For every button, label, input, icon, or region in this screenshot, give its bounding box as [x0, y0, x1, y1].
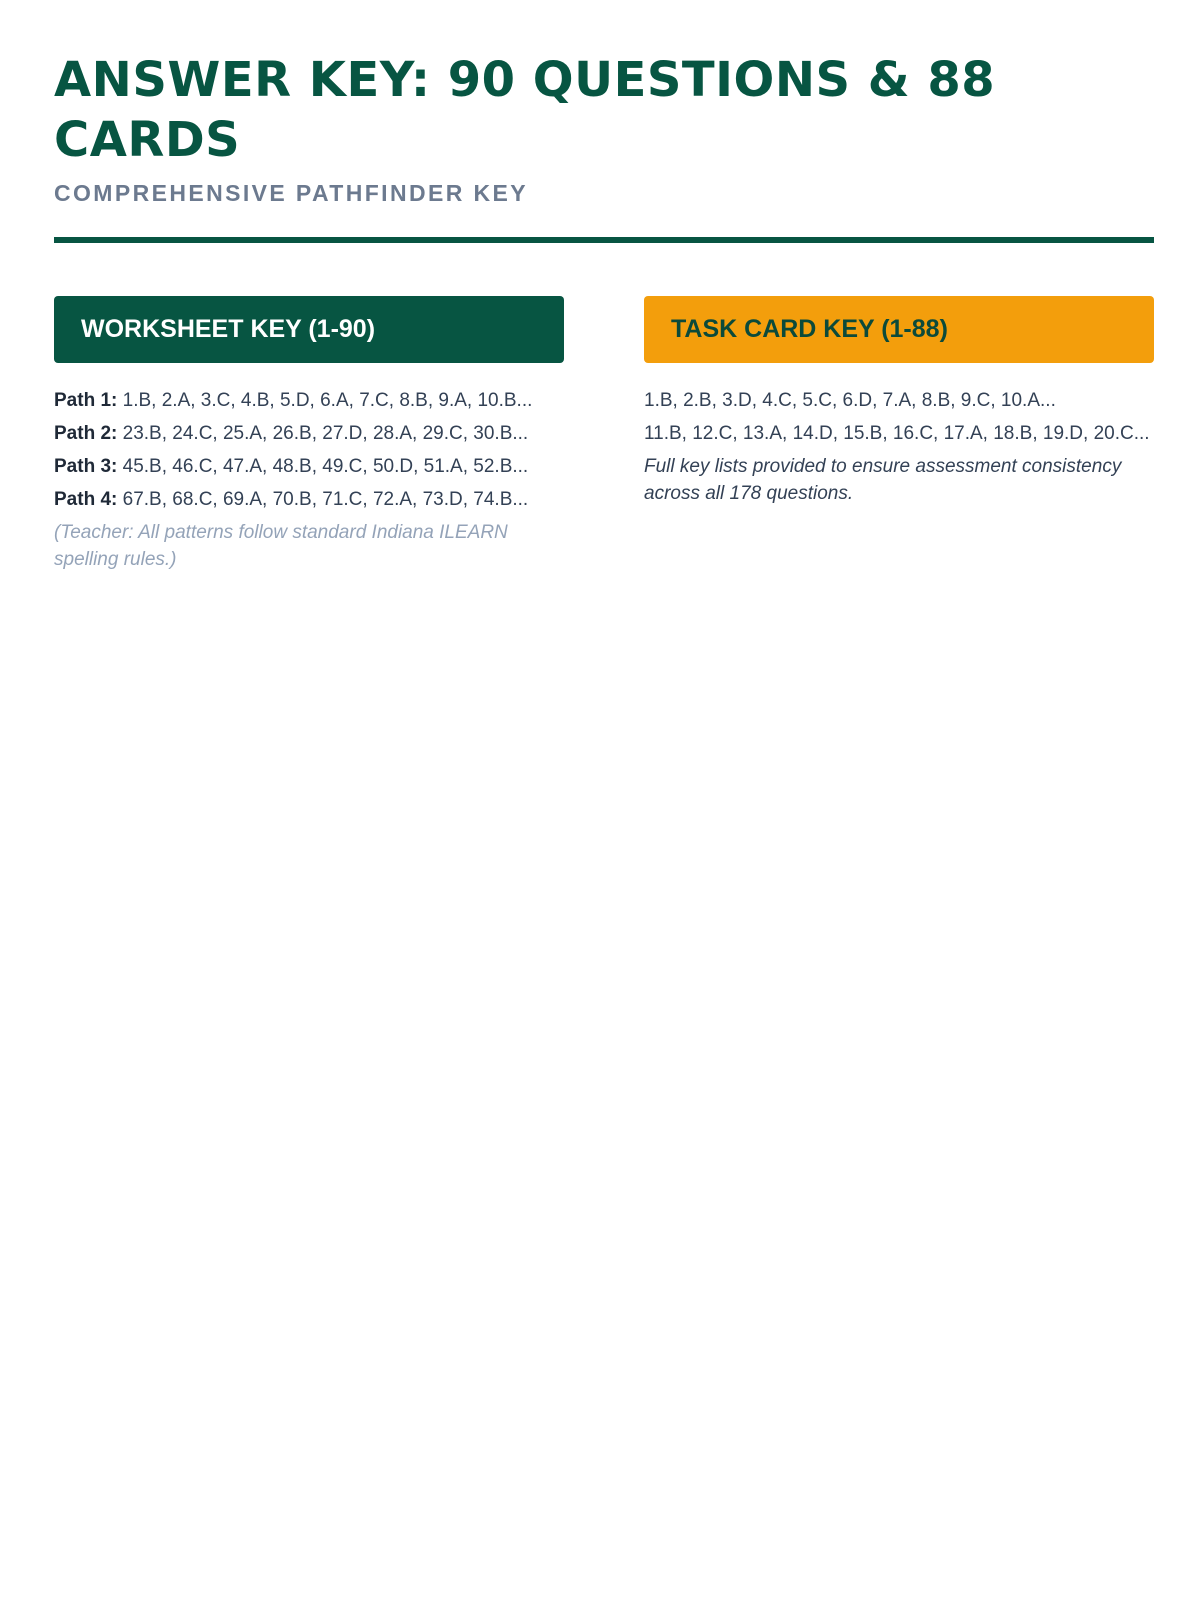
path-label: Path 2:: [54, 423, 118, 444]
path-answers: 23.B, 24.C, 25.A, 26.B, 27.D, 28.A, 29.C, 30.B...: [122, 423, 529, 444]
page-title: ANSWER KEY: 90 QUESTIONS & 88 CARDS: [54, 52, 996, 168]
key-columns: [54, 296, 1154, 616]
path-label: Path 1:: [54, 390, 118, 411]
teacher-note: (Teacher: All patterns follow standard Indiana ILEARN spelling rules.): [54, 522, 508, 570]
worksheet-path-row: [54, 453, 564, 480]
path-answers: 45.B, 46.C, 47.A, 48.B, 49.C, 50.D, 51.A, 52.B...: [122, 456, 529, 477]
worksheet-key-lines: [54, 387, 564, 573]
worksheet-key-heading: WORKSHEET KEY (1-90): [54, 296, 564, 363]
task-card-key-section: [644, 296, 1154, 507]
answer-key-page: [54, 50, 1154, 616]
worksheet-key-section: [54, 296, 564, 573]
task-card-note: Full key lists provided to ensure assessment consistency across all 178 questions.: [644, 456, 1122, 504]
task-card-key-heading: TASK CARD KEY (1-88): [644, 296, 1154, 363]
path-answers: 67.B, 68.C, 69.A, 70.B, 71.C, 72.A, 73.D, 74.B...: [122, 489, 529, 510]
task-card-answer-row: 11.B, 12.C, 13.A, 14.D, 15.B, 16.C, 17.A, 18.B, 19.D, 20.C...: [644, 423, 1150, 444]
header-divider: [54, 237, 1154, 243]
path-label: Path 3:: [54, 456, 118, 477]
worksheet-path-row: [54, 420, 564, 447]
worksheet-path-row: [54, 387, 564, 414]
path-label: Path 4:: [54, 489, 118, 510]
page-subtitle: COMPREHENSIVE PATHFINDER KEY: [54, 180, 529, 206]
task-card-key-lines: [644, 387, 1154, 507]
worksheet-path-row: [54, 486, 564, 513]
task-card-answer-row: 1.B, 2.B, 3.D, 4.C, 5.C, 6.D, 7.A, 8.B, 9.C, 10.A...: [644, 390, 1056, 411]
path-answers: 1.B, 2.A, 3.C, 4.B, 5.D, 6.A, 7.C, 8.B, 9.A, 10.B...: [122, 390, 533, 411]
